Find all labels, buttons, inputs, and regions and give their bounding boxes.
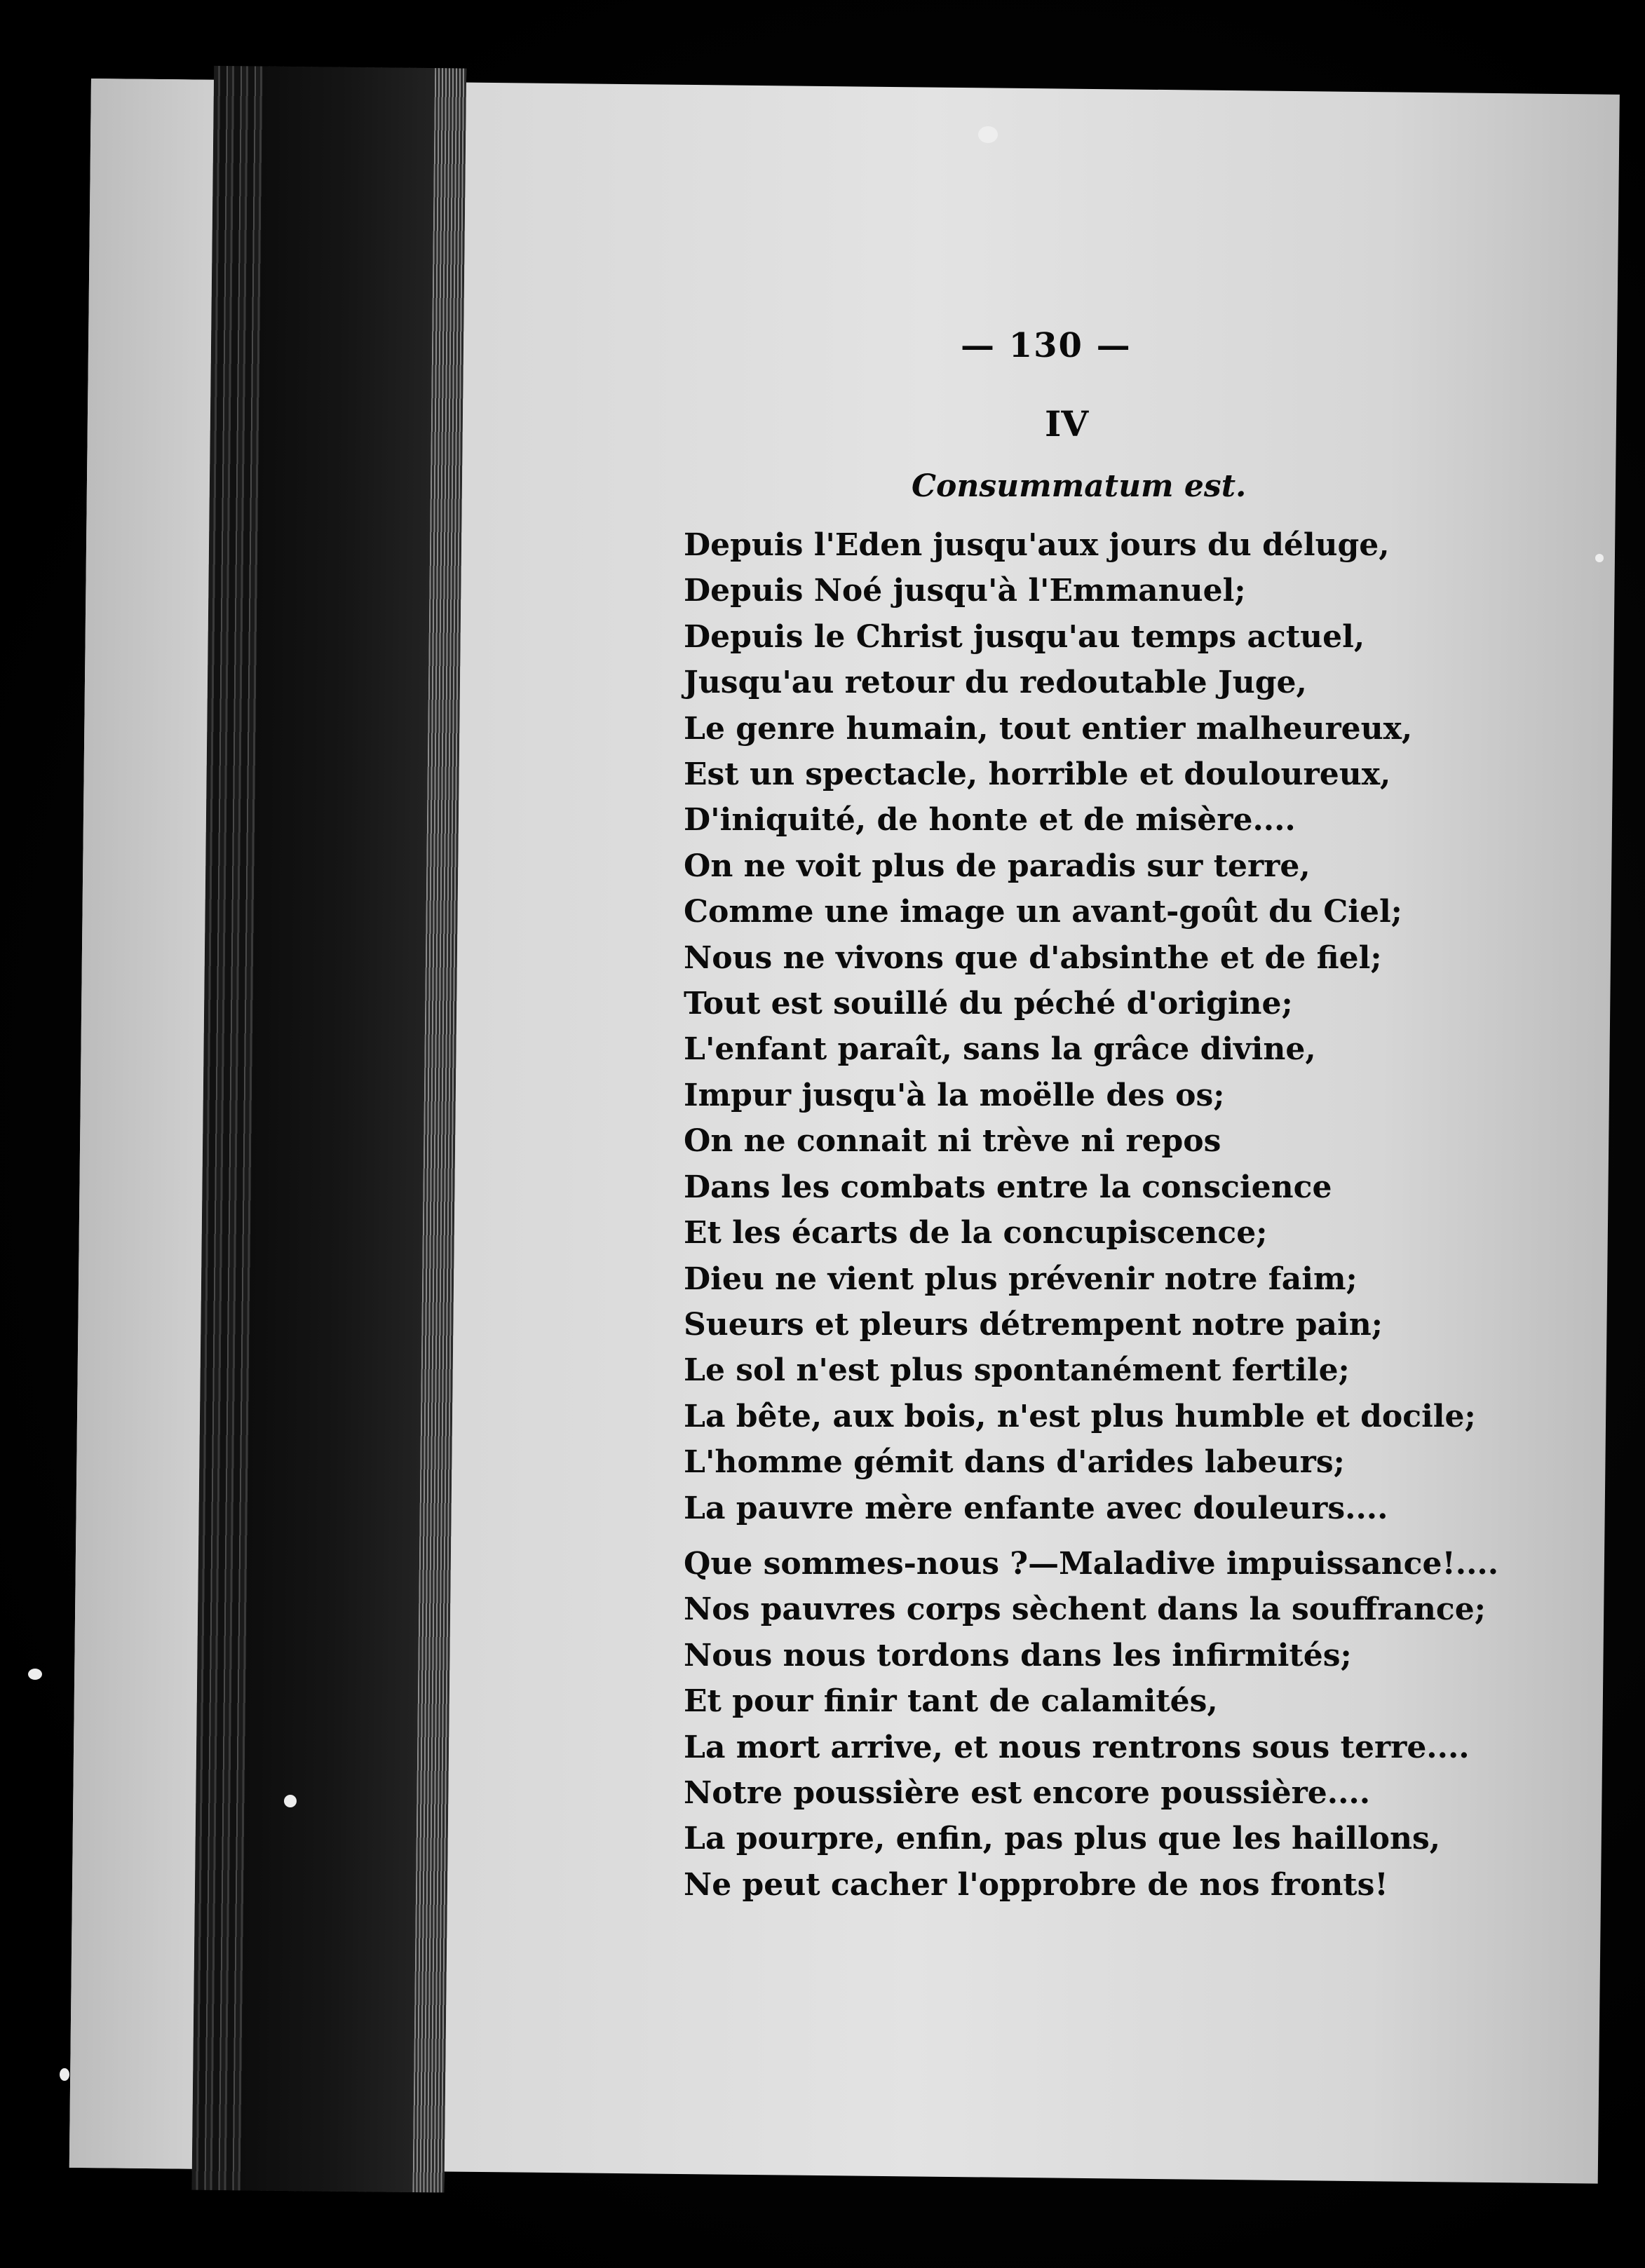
poem-line: D'iniquité, de honte et de misère.... <box>684 802 1296 838</box>
poem-line: On ne connait ni trève ni repos <box>684 1123 1221 1160</box>
page-left-margin <box>69 79 214 2169</box>
poem-line: Et pour finir tant de calamités, <box>684 1683 1218 1720</box>
scan-dust-speck <box>1595 554 1604 562</box>
section-numeral: IV <box>1045 403 1089 444</box>
poem-line: Nos pauvres corps sèchent dans la souffrance; <box>684 1591 1486 1628</box>
poem-line: Le sol n'est plus spontanément fertile; <box>684 1352 1350 1389</box>
poem-line: Notre poussière est encore poussière.... <box>684 1774 1371 1811</box>
poem-line: Ne peut cacher l'opprobre de nos fronts! <box>684 1866 1388 1903</box>
poem-line: Nous ne vivons que d'absinthe et de fiel; <box>684 939 1382 976</box>
poem-line: Depuis l'Eden jusqu'aux jours du déluge, <box>684 527 1390 563</box>
scan-dust-speck <box>978 126 998 143</box>
section-title: Consummatum est. <box>912 468 1247 504</box>
page-number: — 130 — <box>961 326 1132 365</box>
book-spine-shadow <box>241 67 435 2192</box>
poem-line: La bête, aux bois, n'est plus humble et docile; <box>684 1398 1476 1434</box>
poem-line: Est un spectacle, horrible et douloureux, <box>684 756 1391 793</box>
poem-line: Que sommes-nous ?—Maladive impuissance!.... <box>684 1545 1499 1582</box>
poem-line: On ne voit plus de paradis sur terre, <box>684 848 1311 884</box>
poem-line: Dans les combats entre la conscience <box>684 1169 1332 1205</box>
poem-line: Impur jusqu'à la moëlle des os; <box>684 1077 1225 1113</box>
poem-line: Et les écarts de la concupiscence; <box>684 1215 1268 1251</box>
poem-line: Nous nous tordons dans les infirmités; <box>684 1637 1352 1673</box>
poem-line: La mort arrive, et nous rentrons sous terre.... <box>684 1729 1470 1765</box>
poem-line: La pourpre, enfin, pas plus que les haillons, <box>684 1821 1441 1857</box>
poem-line: Sueurs et pleurs détrempent notre pain; <box>684 1306 1383 1343</box>
poem-line: Comme une image un avant-goût du Ciel; <box>684 894 1402 930</box>
scan-dust-speck <box>284 1795 297 1807</box>
poem-line: Dieu ne vient plus prévenir notre faim; <box>684 1261 1358 1297</box>
scan-dust-speck <box>28 1669 42 1680</box>
poem-body <box>684 522 1498 1908</box>
poem-line: Depuis le Christ jusqu'au temps actuel, <box>684 618 1365 655</box>
poem-line: L'enfant paraît, sans la grâce divine, <box>684 1031 1316 1068</box>
scan-dust-speck <box>60 2068 69 2081</box>
poem-line: Jusqu'au retour du redoutable Juge, <box>684 665 1307 701</box>
poem-line: Depuis Noé jusqu'à l'Emmanuel; <box>684 573 1246 609</box>
poem-line: La pauvre mère enfante avec douleurs.... <box>684 1490 1388 1526</box>
poem-line: L'homme gémit dans d'arides labeurs; <box>684 1444 1345 1481</box>
poem-line: Tout est souillé du péché d'origine; <box>684 986 1293 1022</box>
poem-line: Le genre humain, tout entier malheureux, <box>684 710 1413 747</box>
